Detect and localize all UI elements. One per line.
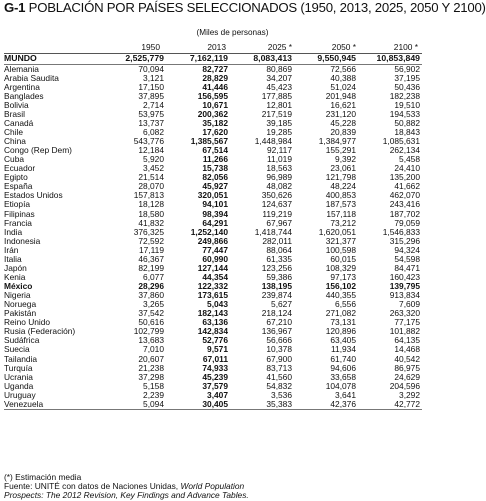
value-2100: 1,085,631 [382, 136, 420, 147]
value-2013: 156,595 [197, 90, 228, 101]
estimate-note: (*) Estimación media [4, 472, 82, 482]
population-table [4, 53, 422, 410]
value-1950: 3,265 [143, 299, 164, 310]
value-1950: 5,920 [143, 154, 164, 165]
value-2025: 67,967 [266, 217, 292, 228]
value-2013: 1,385,567 [190, 136, 228, 147]
value-2025: 1,448,984 [254, 136, 292, 147]
value-2100: 101,882 [389, 326, 420, 337]
value-1950: 28,070 [138, 181, 164, 192]
value-2025: 138,195 [261, 281, 292, 292]
value-2013: 35,182 [202, 117, 228, 128]
value-2013: 82,056 [202, 172, 228, 183]
value-1950: 82,199 [138, 262, 164, 273]
value-2013: 63,136 [202, 317, 228, 328]
value-1950: 18,128 [138, 199, 164, 210]
value-2013: 45,927 [202, 181, 228, 192]
value-2025: 10,378 [266, 344, 292, 355]
value-2013: 10,671 [202, 99, 228, 110]
value-1950: 13,683 [138, 335, 164, 346]
value-2013: 5,043 [207, 299, 228, 310]
value-2013: 7,162,119 [166, 53, 230, 64]
value-2050: 321,377 [325, 235, 356, 246]
value-1950: 46,367 [138, 253, 164, 264]
column-header-row [0, 42, 425, 52]
value-2025: 350,626 [261, 190, 292, 201]
country-name: Kenia [4, 271, 26, 282]
value-2013: 37,579 [202, 380, 228, 391]
value-2050: 187,573 [325, 199, 356, 210]
value-2050: 60,015 [330, 253, 356, 264]
column-header: 2013 [207, 42, 226, 52]
value-1950: 17,119 [139, 244, 164, 255]
value-2025: 67,900 [266, 353, 292, 364]
value-2013: 182,143 [197, 308, 228, 319]
source-title-part2: Prospects: The 2012 Revision, Key Findings and Advance Tables. [4, 490, 249, 501]
value-2025: 45,423 [266, 81, 292, 92]
value-2100: 1,546,833 [382, 226, 420, 237]
table-row [4, 53, 422, 64]
value-2025: 123,256 [261, 262, 292, 273]
country-name: Suecia [4, 344, 30, 355]
value-2013: 98,394 [202, 208, 228, 219]
value-1950: 50,616 [138, 317, 164, 328]
value-2013: 17,620 [202, 126, 228, 137]
country-name: Estados Unidos [4, 190, 63, 201]
value-2050: 1,620,051 [318, 226, 356, 237]
value-1950: 7,010 [143, 344, 164, 355]
country-name: Sudáfrica [4, 335, 40, 346]
footnotes [4, 473, 422, 501]
value-2100: 135,200 [389, 172, 420, 183]
value-2050: 51,024 [330, 81, 356, 92]
value-2100: 37,195 [394, 72, 420, 83]
value-2100: 40,542 [394, 353, 420, 364]
value-2013: 142,834 [197, 326, 228, 337]
value-2050: 400,853 [325, 190, 356, 201]
value-2100: 19,510 [394, 99, 420, 110]
value-2025: 218,124 [261, 308, 292, 319]
country-name: Rusia (Federación) [4, 326, 76, 337]
value-2013: 45,239 [202, 371, 228, 382]
country-name: Venezuela [4, 400, 118, 410]
value-2100: 84,471 [394, 262, 420, 273]
value-2025: 41,560 [266, 371, 292, 382]
column-header: 2025 * [267, 42, 292, 52]
value-2013: 1,252,140 [190, 226, 228, 237]
value-2025: 34,207 [266, 72, 292, 83]
country-name: Irán [4, 244, 19, 255]
value-2013: 82,727 [202, 63, 228, 74]
value-1950: 13,737 [138, 117, 164, 128]
value-2050: 72,566 [330, 63, 356, 74]
value-1950: 6,077 [143, 271, 164, 282]
value-1950: 376,325 [133, 226, 164, 237]
value-2100: 315,296 [389, 235, 420, 246]
value-2100: 64,135 [394, 335, 420, 346]
value-2013: 9,571 [207, 344, 228, 355]
column-header: 1950 [141, 42, 160, 52]
value-2013: 249,866 [197, 235, 228, 246]
country-name: Brasil [4, 108, 25, 119]
country-name: Cuba [4, 154, 25, 165]
country-name: Turquía [4, 362, 33, 373]
value-2013: 74,933 [202, 362, 228, 373]
value-2025: 67,210 [266, 317, 292, 328]
value-1950: 37,542 [138, 308, 164, 319]
value-2013: 15,738 [202, 163, 228, 174]
country-name: Japón [4, 262, 27, 273]
value-2100: 187,702 [389, 208, 420, 219]
value-2100: 41,662 [394, 181, 420, 192]
value-1950: 21,238 [138, 362, 164, 373]
value-2100: 243,416 [389, 199, 420, 210]
value-2100: 10,853,849 [358, 53, 422, 64]
value-2025: 59,386 [266, 271, 292, 282]
value-1950: 12,184 [138, 145, 164, 156]
value-1950: 28,296 [138, 281, 164, 292]
source-text: UNITÉ con datos de Naciones Unidas, [32, 481, 181, 492]
value-1950: 2,239 [143, 389, 164, 400]
value-2050: 61,740 [330, 353, 356, 364]
value-1950: 17,150 [138, 81, 164, 92]
value-2100: 77,175 [394, 317, 420, 328]
value-2100: 54,598 [394, 253, 420, 264]
value-2050: 6,556 [335, 299, 356, 310]
value-2100: 263,320 [389, 308, 420, 319]
country-name: Tailandia [4, 353, 38, 364]
value-2025: 96,989 [266, 172, 292, 183]
value-1950: 157,813 [133, 190, 164, 201]
value-2025: 5,627 [271, 299, 292, 310]
country-name: Noruega [4, 299, 37, 310]
value-1950: 3,452 [143, 163, 164, 174]
value-2100: 79,059 [394, 217, 420, 228]
value-2100: 182,238 [389, 90, 420, 101]
value-2025: 8,083,413 [230, 53, 294, 64]
value-2050: 201,948 [325, 90, 356, 101]
country-name: Uruguay [4, 389, 36, 400]
value-2013: 30,405 [166, 400, 230, 410]
value-2100: 204,596 [389, 380, 420, 391]
table-title-text: POBLACIÓN POR PAÍSES SELECCIONADOS (1950, 2013, 2025, 2050 Y 2100) [25, 0, 486, 15]
value-2050: 157,118 [326, 208, 356, 219]
country-name: Italia [4, 253, 22, 264]
value-2013: 52,776 [202, 335, 228, 346]
value-2050: 271,082 [325, 308, 356, 319]
value-2025: 19,285 [266, 126, 292, 137]
country-name: China [4, 136, 26, 147]
value-2013: 200,362 [197, 108, 228, 119]
value-2025: 54,832 [266, 380, 292, 391]
value-2050: 97,173 [330, 271, 356, 282]
value-2013: 67,011 [202, 353, 228, 364]
value-2100: 18,843 [394, 126, 420, 137]
value-1950: 5,094 [118, 400, 166, 410]
value-2050: 120,896 [325, 326, 356, 337]
value-1950: 37,860 [138, 290, 164, 301]
value-2100: 50,436 [394, 81, 420, 92]
value-2100: 86,975 [394, 362, 420, 373]
country-name: Alemania [4, 63, 39, 74]
value-2025: 3,536 [271, 389, 292, 400]
value-1950: 41,832 [138, 217, 164, 228]
value-2100: 24,410 [394, 163, 420, 174]
value-1950: 21,514 [138, 172, 164, 183]
value-2013: 44,354 [202, 271, 228, 282]
value-1950: 6,082 [143, 126, 164, 137]
value-2013: 67,514 [202, 145, 228, 156]
value-2100: 7,609 [399, 299, 420, 310]
value-2013: 64,291 [202, 217, 228, 228]
value-1950: 18,580 [138, 208, 164, 219]
value-2050: 100,598 [325, 244, 356, 255]
country-name: Nigeria [4, 290, 31, 301]
unit-label: (Miles de personas) [196, 28, 269, 37]
column-header: 2100 * [393, 42, 418, 52]
value-2050: 73,212 [330, 217, 356, 228]
country-name: Reino Unido [4, 317, 51, 328]
country-name: Arabia Saudita [4, 72, 59, 83]
value-2050: 121,798 [325, 172, 356, 183]
column-header: 2050 * [331, 42, 356, 52]
value-2050: 73,131 [330, 317, 356, 328]
value-2100: 42,772 [358, 400, 422, 410]
value-2025: 11,019 [267, 154, 292, 165]
value-2025: 92,117 [267, 145, 292, 156]
country-name: México [4, 281, 33, 292]
value-2025: 39,185 [266, 117, 292, 128]
value-2025: 18,563 [266, 163, 292, 174]
value-2100: 462,070 [389, 190, 420, 201]
country-name: MUNDO [4, 53, 118, 64]
value-2050: 9,392 [335, 154, 356, 165]
value-2013: 11,266 [202, 154, 228, 165]
value-2050: 231,120 [325, 108, 356, 119]
value-2100: 5,458 [399, 154, 420, 165]
value-2025: 124,637 [261, 199, 292, 210]
country-name: Canadá [4, 117, 34, 128]
country-name: Argentina [4, 81, 40, 92]
value-2050: 155,291 [325, 145, 356, 156]
value-2100: 56,902 [394, 63, 420, 74]
country-name: Bolivia [4, 99, 29, 110]
country-name: Pakistán [4, 308, 37, 319]
value-2100: 94,324 [394, 244, 420, 255]
value-2100: 50,882 [394, 117, 420, 128]
value-1950: 20,607 [138, 353, 164, 364]
value-2050: 440,355 [325, 290, 356, 301]
value-2100: 139,795 [389, 281, 420, 292]
value-2025: 83,713 [266, 362, 292, 373]
value-2050: 9,550,945 [294, 53, 358, 64]
value-2013: 77,447 [202, 244, 228, 255]
value-1950: 37,895 [138, 90, 164, 101]
value-1950: 2,714 [143, 99, 164, 110]
value-2050: 63,405 [330, 335, 356, 346]
value-2050: 3,641 [335, 389, 356, 400]
value-2013: 3,407 [207, 389, 228, 400]
value-2050: 42,376 [294, 400, 358, 410]
value-1950: 102,799 [133, 326, 164, 337]
country-name: Uganda [4, 380, 34, 391]
value-2050: 33,658 [330, 371, 356, 382]
country-name: Banglades [4, 90, 44, 101]
value-1950: 3,121 [143, 72, 164, 83]
value-2025: 136,967 [261, 326, 292, 337]
value-2050: 40,388 [330, 72, 356, 83]
value-2025: 88,064 [266, 244, 292, 255]
value-2050: 45,228 [330, 117, 356, 128]
country-name: Egipto [4, 172, 28, 183]
value-2025: 12,801 [266, 99, 292, 110]
value-2025: 61,335 [266, 253, 292, 264]
value-1950: 543,776 [133, 136, 164, 147]
value-2013: 173,615 [197, 290, 228, 301]
value-2050: 94,606 [330, 362, 356, 373]
country-name: Ucrania [4, 371, 33, 382]
value-2025: 177,885 [261, 90, 292, 101]
value-2100: 913,834 [389, 290, 420, 301]
value-2025: 48,082 [266, 181, 292, 192]
value-2025: 282,011 [262, 235, 292, 246]
country-name: Congo (Rep Dem) [4, 145, 72, 156]
value-2025: 1,418,744 [254, 226, 292, 237]
value-2013: 60,990 [202, 253, 228, 264]
country-name: España [4, 181, 33, 192]
value-1950: 72,592 [138, 235, 164, 246]
value-1950: 5,158 [143, 380, 164, 391]
country-name: Ecuador [4, 163, 36, 174]
value-2025: 56,666 [266, 335, 292, 346]
value-2025: 80,869 [266, 63, 292, 74]
country-name: Etiopía [4, 199, 31, 210]
table-body [4, 53, 422, 409]
value-2050: 156,102 [325, 281, 356, 292]
value-2025: 217,519 [261, 108, 292, 119]
value-2050: 48,224 [330, 181, 356, 192]
value-2013: 320,051 [197, 190, 228, 201]
value-2100: 3,292 [399, 389, 420, 400]
country-name: Filipinas [4, 208, 35, 219]
value-1950: 2,525,779 [118, 53, 166, 64]
value-2050: 16,621 [330, 99, 356, 110]
source-label: Fuente: [4, 481, 33, 492]
value-2013: 28,829 [202, 72, 228, 83]
value-2050: 104,078 [325, 380, 356, 391]
value-2100: 14,468 [394, 344, 420, 355]
table-title [4, 1, 486, 15]
value-2013: 41,446 [202, 81, 228, 92]
value-2025: 119,219 [262, 208, 292, 219]
value-1950: 70,094 [138, 63, 164, 74]
value-2050: 11,934 [331, 344, 356, 355]
value-2100: 160,423 [389, 271, 420, 282]
value-2013: 127,144 [197, 262, 228, 273]
source-title-part1: World Population [180, 481, 245, 492]
value-1950: 53,975 [138, 108, 164, 119]
value-1950: 37,298 [138, 371, 164, 382]
country-name: India [4, 226, 23, 237]
value-2100: 262,134 [389, 145, 420, 156]
value-2100: 24,629 [394, 371, 420, 382]
table-code: G-1 [4, 0, 26, 15]
value-2050: 108,329 [325, 262, 356, 273]
value-2050: 20,839 [330, 126, 356, 137]
value-2050: 23,061 [330, 163, 356, 174]
country-name: Chile [4, 126, 24, 137]
value-2025: 35,383 [230, 400, 294, 410]
country-name: Francia [4, 217, 32, 228]
table-row [4, 400, 422, 410]
country-name: Indonesia [4, 235, 41, 246]
value-2013: 94,101 [202, 199, 228, 210]
value-2025: 239,874 [261, 290, 292, 301]
value-2050: 1,384,977 [318, 136, 356, 147]
value-2100: 194,533 [389, 108, 420, 119]
value-2013: 122,332 [197, 281, 228, 292]
